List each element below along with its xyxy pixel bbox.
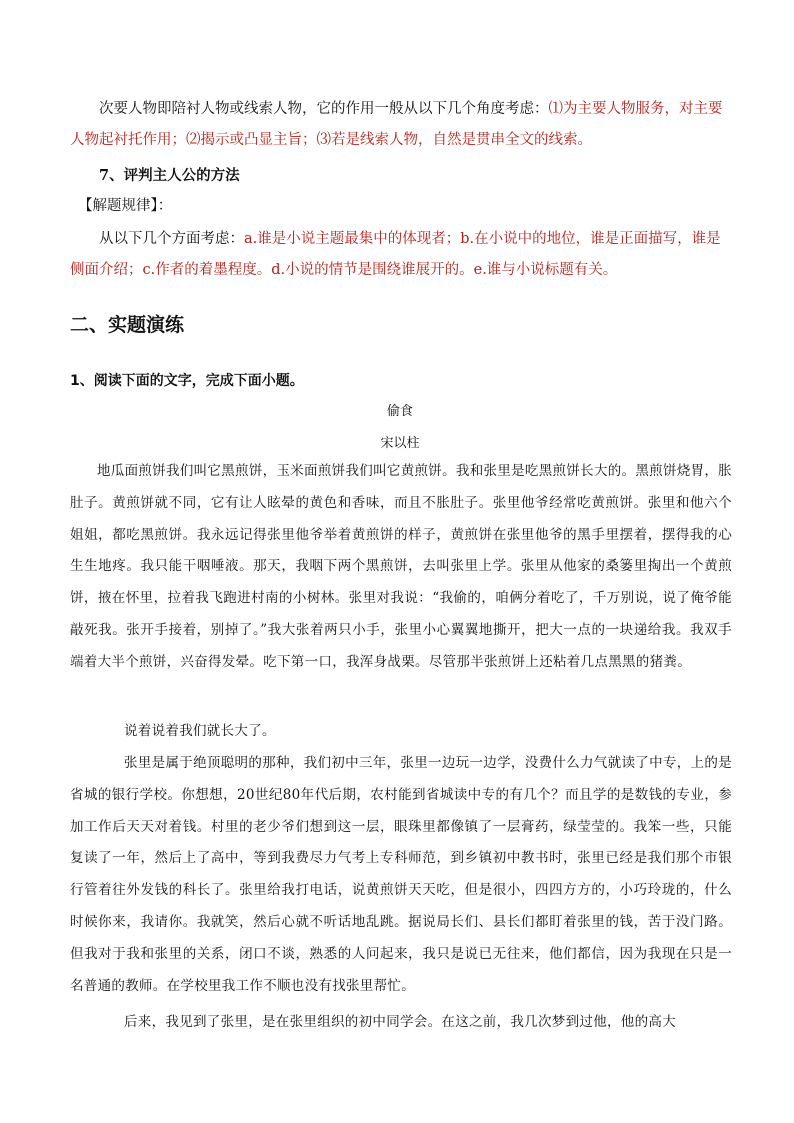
method-heading: 7、评判主人公的方法 — [99, 167, 240, 184]
method-paragraph — [70, 224, 730, 286]
question-prompt: 1、阅读下面的文字，完成下面小题。 — [70, 373, 304, 389]
story-paragraph-2: 说着说着我们就长大了。 — [124, 723, 276, 739]
rule-label: 【解题规律】： — [78, 198, 173, 214]
method-points: a.谁是小说主题最集中的体现者；b.在小说中的地位，谁是正面描写，谁是侧面介绍；c.作者的着墨程度。d.小说的情节是围绕谁展开的。e.谁与小说标题有关。 — [70, 231, 721, 278]
minor-character-points: ⑴为主要人物服务，对主要人物起衬托作用；⑵揭示或凸显主旨；⑶若是线索人物，自然是贯串全文的线索。 — [70, 101, 723, 148]
story-paragraph-4: 后来，我见到了张里，是在张里组织的初中同学会。在这之前，我几次梦到过他，他的高大 — [124, 1014, 676, 1030]
section-title: 二、实题演练 — [70, 314, 185, 336]
story-author: 宋以柱 — [380, 436, 420, 451]
story-title: 偷食 — [386, 404, 413, 419]
minor-character-paragraph — [70, 94, 730, 156]
minor-character-text: 次要人物即陪衬人物或线索人物，它的作用一般从以下几个角度考虑： — [99, 101, 549, 117]
method-text: 从以下几个方面考虑： — [99, 231, 244, 247]
story-paragraph-1: 地瓜面煎饼我们叫它黑煎饼，玉米面煎饼我们叫它黄煎饼。我和张里是吃黑煎饼长大的。黑煎饼烧胃，胀肚子。黄煎饼就不同，它有让人眩晕的黄色和香味，而且不胀肚子。张里他爷经常吃黄煎饼。张里和他六个姐姐，都吃黑煎饼。我永远记得张里他爷举着黄煎饼的样子，黄煎饼在张里他爷的黑手里摆着，摆得我的心生生地疼。我只能干咽唾液。那天，我咽下两个黑煎饼，去叫张里上学。张里从他家的桑篓里掏出一个黄煎饼，掖在怀里，拉着我飞跑进村南的小树林。张里对我说：“我偷的，咱俩分着吃了，千万别说，说了俺爷能敲死我。张开手接着，别掉了。”我大张着两只小手，张里小心翼翼地撕开，把大一点的一块递给我。我双手端着大半个煎饼，兴奋得发晕。吃下第一口，我浑身战栗。尽管那半张煎饼上还粘着几点黑黑的猪粪。 — [70, 463, 732, 670]
story-paragraph-3: 张里是属于绝顶聪明的那种，我们初中三年，张里一边玩一边学，没费什么力气就读了中专，上的是省城的银行学校。你想想，20世纪80年代后期，农村能到省城读中专的有几个？而且学的是数钱的专业，参加工作后天天对着钱。村里的老少爷们想到这一层，眼珠里都像镇了一层膏药，绿莹莹的。我笨一些，只能复读了一年，然后上了高中，等到我费尽力气考上专科师范，到乡镇初中教书时，张里已经是我们那个市银行管着往外发钱的科长了。张里给我打电话，说黄煎饼天天吃，但是很小，四四方方的，小巧玲珑的，什么时候你来，我请你。我就笑，然后心就不听话地乱跳。据说局长们、县长们都盯着张里的钱，苦于没门路。但我对于我和张里的关系，闭口不谈，熟悉的人问起来，我只是说已无往来，他们都信，因为我现在只是一名普通的教师。在学校里我工作不顺也没有找张里帮忙。 — [70, 755, 732, 994]
